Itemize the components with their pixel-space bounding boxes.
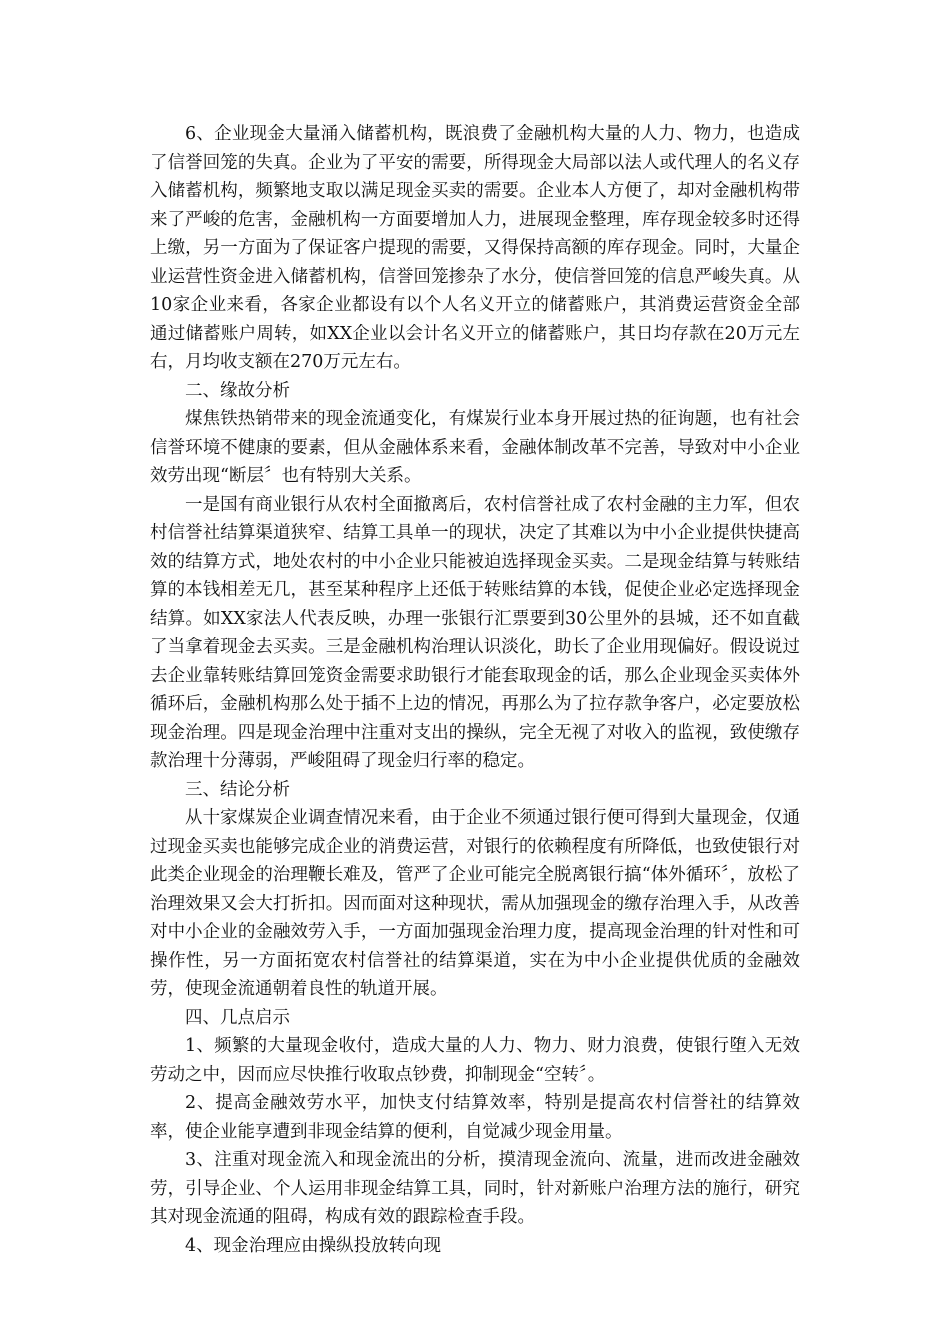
paragraph-cause-details: 一是国有商业银行从农村全面撤离后，农村信誉社成了农村金融的主力军，但农村信誉社结算渠道狭窄、结算工具单一的现状，决定了其难以为中小企业提供快捷高效的结算方式，地处农村的中小企业只能被迫选择现金买卖。二是现金结算与转账结算的本钱相差无几，甚至某种程序上还低于转账结算的本钱，促使企业必定选择现金结算。如XX家法人代表反映，办理一张银行汇票要到30公里外的县城，还不如直截了当拿着现金去买卖。三是金融机构治理认识淡化，助长了企业用现偏好。假设说过去企业靠转账结算回笼资金需要求助银行才能套取现金的话，那么企业现金买卖体外循环后，金融机构那么处于插不上边的情况，再那么为了拉存款争客户，必定要放松现金治理。四是现金治理中注重对支出的操纵，完全无视了对收入的监视，致使缴存款治理十分薄弱，严峻阻碍了现金归行率的稳定。 [150, 494, 800, 771]
document-body [150, 120, 800, 1260]
section-heading-insights: 四、几点启示 [185, 1007, 290, 1028]
paragraph-item-6: 6、企业现金大量涌入储蓄机构，既浪费了金融机构大量的人力、物力，也造成了信誉回笼的失真。企业为了平安的需要，所得现金大局部以法人或代理人的名义存入储蓄机构，频繁地支取以满足现金买卖的需要。企业本人方便了，却对金融机构带来了严峻的危害，金融机构一方面要增加人力，进展现金整理，库存现金较多时还得上缴，另一方面为了保证客户提现的需要，又得保持高额的库存现金。同时，大量企业运营性资金进入储蓄机构，信誉回笼掺杂了水分，使信誉回笼的信息严峻失真。从10家企业来看，各家企业都设有以个人名义开立的储蓄账户，其消费运营资金全部通过储蓄账户周转，如XX企业以会计名义开立的储蓄账户，其日均存款在20万元左右，月均收支额在270万元左右。 [150, 124, 800, 372]
paragraph-conclusion: 从十家煤炭企业调查情况来看，由于企业不须通过银行便可得到大量现金，仅通过现金买卖也能够完成企业的消费运营，对银行的依赖程度有所降低，也致使银行对此类企业现金的治理鞭长难及，管严了企业可能完全脱离银行搞“体外循环〞，放松了治理效果又会大打折扣。因而面对这种现状，需从加强现金的缴存治理入手，从改善对中小企业的金融效劳入手，一方面加强现金治理力度，提高现金治理的针对性和可操作性，另一方面拓宽农村信誉社的结算渠道，实在为中小企业提供优质的金融效劳，使现金流通朝着良性的轨道开展。 [150, 808, 800, 999]
section-heading-conclusion: 三、结论分析 [185, 779, 290, 800]
paragraph-cause-overview: 煤焦铁热销带来的现金流通变化，有煤炭行业本身开展过热的征询题，也有社会信誉环境不健康的要素，但从金融体系来看，金融体制改革不完善，导致对中小企业效劳出现“断层〞也有特别大关系。 [150, 409, 800, 486]
paragraph-insight-2: 2、提高金融效劳水平，加快支付结算效率，特别是提高农村信誉社的结算效率，使企业能享遭到非现金结算的便利，自觉减少现金用量。 [150, 1093, 800, 1142]
paragraph-insight-1: 1、频繁的大量现金收付，造成大量的人力、物力、财力浪费，使银行堕入无效劳动之中，因而应尽快推行收取点钞费，抑制现金“空转〞。 [150, 1036, 800, 1085]
paragraph-insight-3: 3、注重对现金流入和现金流出的分析，摸清现金流向、流量，进而改进金融效劳，引导企业、个人运用非现金结算工具，同时，针对新账户治理方法的施行，研究其对现金流通的阻碍，构成有效的跟踪检查手段。 [150, 1150, 800, 1227]
paragraph-insight-4: 4、现金治理应由操纵投放转向现 [185, 1235, 442, 1256]
section-heading-cause-analysis: 二、缘故分析 [185, 380, 290, 401]
